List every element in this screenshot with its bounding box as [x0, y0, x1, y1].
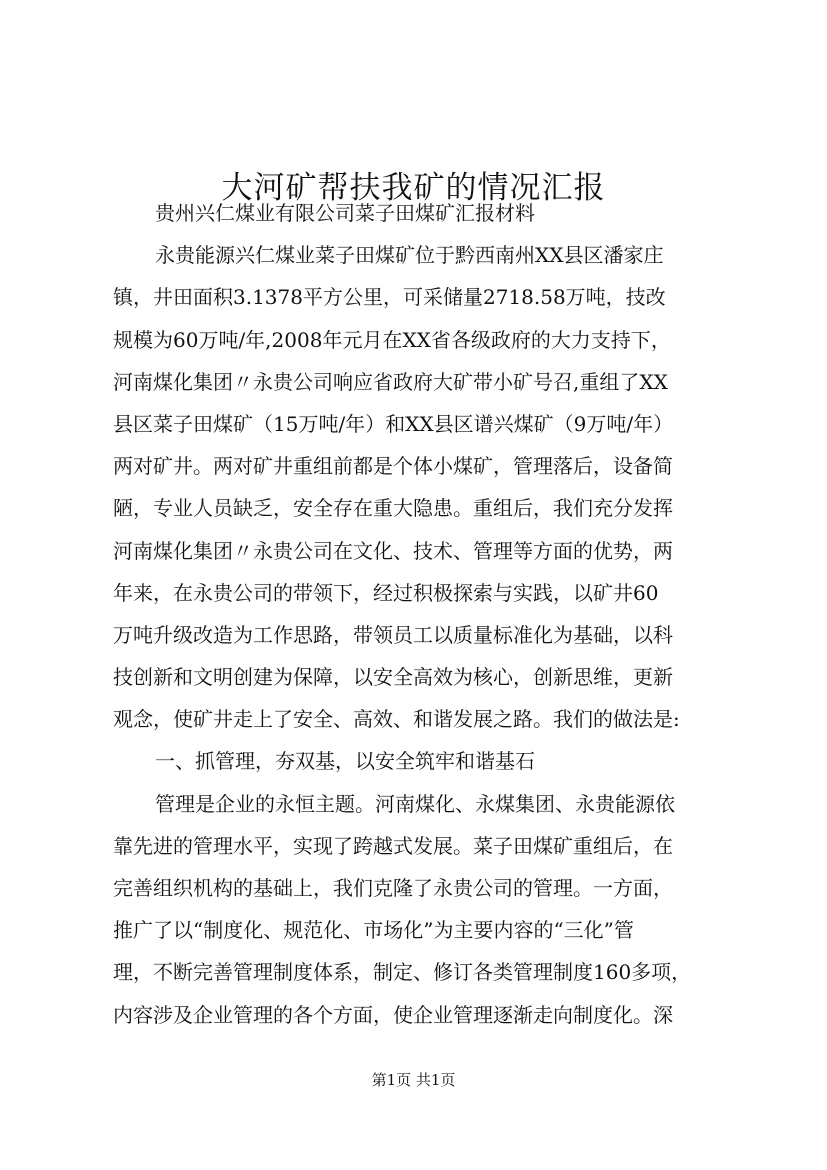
- paragraph-line: 靠先进的管理水平，实现了跨越式发展。菜子田煤矿重组后，在: [113, 833, 673, 858]
- paragraph-line: 万吨升级改造为工作思路，带领员工以质量标准化为基础，以科: [113, 622, 673, 647]
- paragraph-line: 河南煤化集团〃永贵公司在文化、技术、管理等方面的优势，两: [113, 538, 673, 563]
- document-body: [113, 192, 738, 1036]
- page-number-footer: 第1页 共1页: [371, 1071, 456, 1089]
- paragraph-line: 观念，使矿井走上了安全、高效、和谐发展之路。我们的做法是:: [113, 707, 680, 732]
- document-title: 大河矿帮扶我矿的情况汇报: [221, 169, 606, 206]
- paragraph-line: 管理是企业的永恒主题。河南煤化、永煤集团、永贵能源依: [155, 791, 675, 816]
- paragraph-line: 年来，在永贵公司的带领下，经过积极探索与实践，以矿井60: [113, 580, 659, 605]
- paragraph-line: 陋，专业人员缺乏，安全存在重大隐患。重组后，我们充分发挥: [113, 496, 673, 521]
- paragraph-line: 规模为60万吨/年,2008年元月在XX省各级政府的大力支持下，: [113, 327, 671, 352]
- paragraph-line: 镇，井田面积3.1378平方公里，可采储量2718.58万吨，技改: [113, 285, 666, 310]
- paragraph-line: 县区菜子田煤矿（15万吨/年）和XX县区谱兴煤矿（9万吨/年）: [113, 411, 674, 436]
- paragraph-line: 两对矿井。两对矿井重组前都是个体小煤矿，管理落后，设备简: [113, 454, 673, 479]
- section-heading: 一、抓管理，夯双基，以安全筑牢和谐基石: [155, 749, 535, 774]
- paragraph-line: 内容涉及企业管理的各个方面，使企业管理逐渐走向制度化。深: [113, 1002, 673, 1027]
- paragraph-line: 河南煤化集团〃永贵公司响应省政府大矿带小矿号召,重组了XX: [113, 369, 668, 394]
- paragraph-line: 技创新和文明创建为保障，以安全高效为核心，创新思维，更新: [113, 665, 673, 690]
- subtitle-line: 贵州兴仁煤业有限公司菜子田煤矿汇报材料: [155, 201, 535, 225]
- paragraph-line: 推广了以“制度化、规范化、市场化”为主要内容的“三化”管: [113, 918, 634, 943]
- paragraph-line: 完善组织机构的基础上，我们克隆了永贵公司的管理。一方面，: [113, 876, 673, 900]
- paragraph-line: 理，不断完善管理制度体系，制定、修订各类管理制度160多项，: [113, 960, 692, 985]
- paragraph-line: 永贵能源兴仁煤业菜子田煤矿位于黔西南州XX县区潘家庄: [155, 243, 664, 268]
